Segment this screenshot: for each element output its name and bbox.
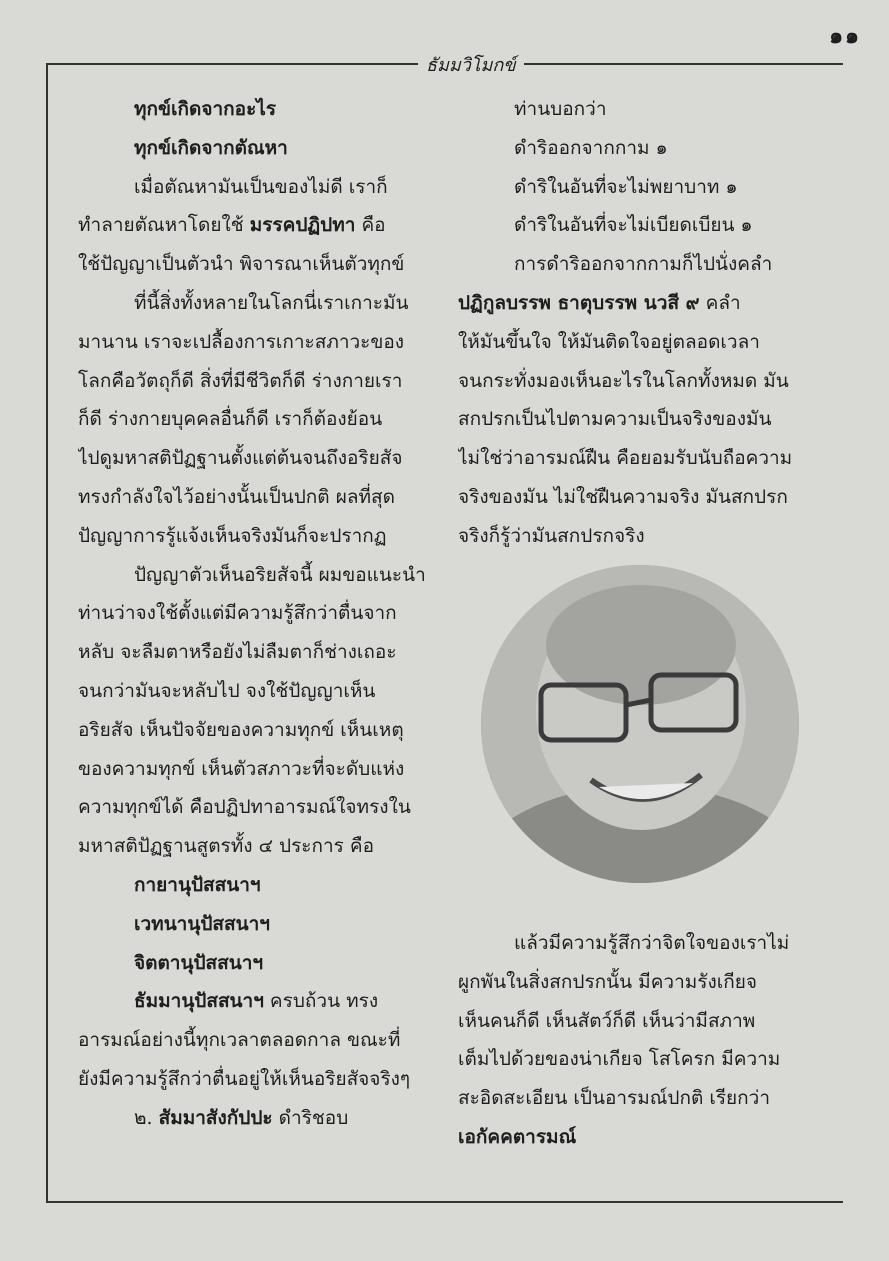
text-line: ผูกพันในสิ่งสกปรกนั้น มีความรังเกียจ — [458, 970, 758, 993]
text-segment: ดำริชอบ — [272, 1106, 349, 1129]
text-line: ท่านบอกว่า — [514, 98, 607, 120]
text-line — [78, 206, 438, 245]
text-line: กายานุปัสสนาฯ — [134, 873, 261, 896]
text-line: ทุกข์เกิดจากตัณหา — [134, 136, 288, 159]
text-line: ท่านว่าจงใช้ตั้งแต่มีความรู้สึกว่าตื่นจาก — [78, 602, 397, 625]
text-line: จนกว่ามันจะหลับไป จงใช้ปัญญาเห็น — [78, 679, 376, 702]
text-line: ดำริออกจากกาม ๑ — [514, 136, 668, 159]
text-line: ไปดูมหาสติปัฏฐานตั้งแต่ต้นจนถึงอริยสัจ — [78, 447, 403, 470]
right-column-top — [458, 90, 816, 556]
monk-portrait-photo — [481, 565, 799, 883]
text-line: ยังมีความรู้สึกว่าตื่นอยู่ให้เห็นอริยสัจจริงๆ — [78, 1067, 411, 1090]
text-line: ของความทุกข์ เห็นตัวสภาวะที่จะดับแห่ง — [78, 757, 405, 780]
text-line: ที่นี้สิ่งทั้งหลายในโลกนี่เราเกาะมัน — [134, 291, 409, 314]
text-line — [78, 1099, 438, 1138]
text-line: ดำริในอันที่จะไม่พยาบาท ๑ — [514, 175, 738, 198]
text-line: จิตตานุปัสสนาฯ — [134, 951, 264, 974]
text-line: เวทนานุปัสสนาฯ — [134, 912, 270, 935]
text-line: ปัญญาตัวเห็นอริยสัจนี้ ผมขอแนะนำ — [134, 563, 426, 586]
header-title: ธัมมวิโมกข์ — [418, 50, 524, 79]
text-line: มานาน เราจะเปลื้องการเกาะสภาวะของ — [78, 330, 405, 353]
text-line: จริงก็รู้ว่ามันสกปรกจริง — [458, 524, 645, 547]
text-line — [458, 284, 816, 323]
text-line: ทรงกำลังใจไว้อย่างนั้นเป็นปกติ ผลที่สุด — [78, 485, 395, 508]
text-line: สะอิดสะเอียน เป็นอารมณ์ปกติ เรียกว่า — [458, 1087, 771, 1110]
text-line: เอกัคคตารมณ์ — [458, 1125, 577, 1148]
text-segment: คือ — [355, 214, 386, 237]
text-line: สกปรกเป็นไปตามความเป็นจริงของมัน — [458, 408, 772, 431]
text-line: จริงของมัน ไม่ใช่ฝืนความจริง มันสกปรก — [458, 485, 788, 508]
text-line: ใช้ปัญญาเป็นตัวนำ พิจารณาเห็นตัวทุกข์ — [78, 253, 405, 276]
text-line: ปัญญาการรู้แจ้งเห็นจริงมันก็จะปรากฏ — [78, 524, 387, 547]
text-line: มหาสติปัฏฐานสูตรทั้ง ๔ ประการ คือ — [78, 835, 375, 858]
right-column-bottom — [458, 924, 816, 1157]
text-line: ไม่ใช่ว่าอารมณ์ฝืน คือยอมรับนับถือความ — [458, 447, 793, 470]
text-line: ให้มันขึ้นใจ ให้มันติดใจอยู่ตลอดเวลา — [458, 330, 760, 353]
text-line: ทุกข์เกิดจากอะไร — [134, 98, 277, 120]
text-line: ก็ดี ร่างกายบุคคลอื่นก็ดี เราก็ต้องย้อน — [78, 408, 383, 431]
text-line: โลกคือวัตถุก็ดี สิ่งที่มีชีวิตก็ดี ร่างกายเรา — [78, 369, 403, 392]
bold-term: ธัมมานุปัสสนาฯ — [134, 990, 264, 1013]
bold-term: ปฏิกูลบรรพ ธาตุบรรพ นวสี ๙ — [458, 291, 700, 314]
text-segment: ทำลายตัณหาโดยใช้ — [78, 214, 250, 237]
text-line — [78, 982, 438, 1021]
portrait-illustration — [481, 565, 799, 883]
text-segment: ๒. — [134, 1106, 159, 1129]
text-segment: คลำ — [699, 291, 741, 314]
bold-term: สัมมาสังกัปปะ — [158, 1106, 273, 1129]
page-number: ๑๑ — [829, 23, 861, 49]
text-line: อารมณ์อย่างนี้ทุกเวลาตลอดกาล ขณะที่ — [78, 1029, 401, 1052]
left-column — [78, 90, 438, 1138]
text-line: เต็มไปด้วยของน่าเกียจ โสโครก มีความ — [458, 1048, 781, 1071]
text-segment: ครบถ้วน ทรง — [263, 990, 379, 1013]
text-line: ความทุกข์ได้ คือปฏิปทาอารมณ์ใจทรงใน — [78, 796, 411, 819]
bold-term: มรรคปฏิปทา — [249, 214, 356, 237]
text-line: ดำริในอันที่จะไม่เบียดเบียน ๑ — [514, 214, 753, 237]
text-line: เห็นคนก็ดี เห็นสัตว์ก็ดี เห็นว่ามีสภาพ — [458, 1009, 756, 1032]
text-line: หลับ จะลืมตาหรือยังไม่ลืมตาก็ช่างเถอะ — [78, 641, 397, 664]
text-line: การดำริออกจากกามก็ไปนั่งคลำ — [514, 253, 773, 276]
text-line: อริยสัจ เห็นปัจจัยของความทุกข์ เห็นเหตุ — [78, 718, 404, 741]
text-line: จนกระทั่งมองเห็นอะไรในโลกทั้งหมด มัน — [458, 369, 789, 392]
text-line: แล้วมีความรู้สึกว่าจิตใจของเราไม่ — [514, 932, 790, 954]
text-line: เมื่อตัณหามันเป็นของไม่ดี เราก็ — [134, 175, 388, 198]
